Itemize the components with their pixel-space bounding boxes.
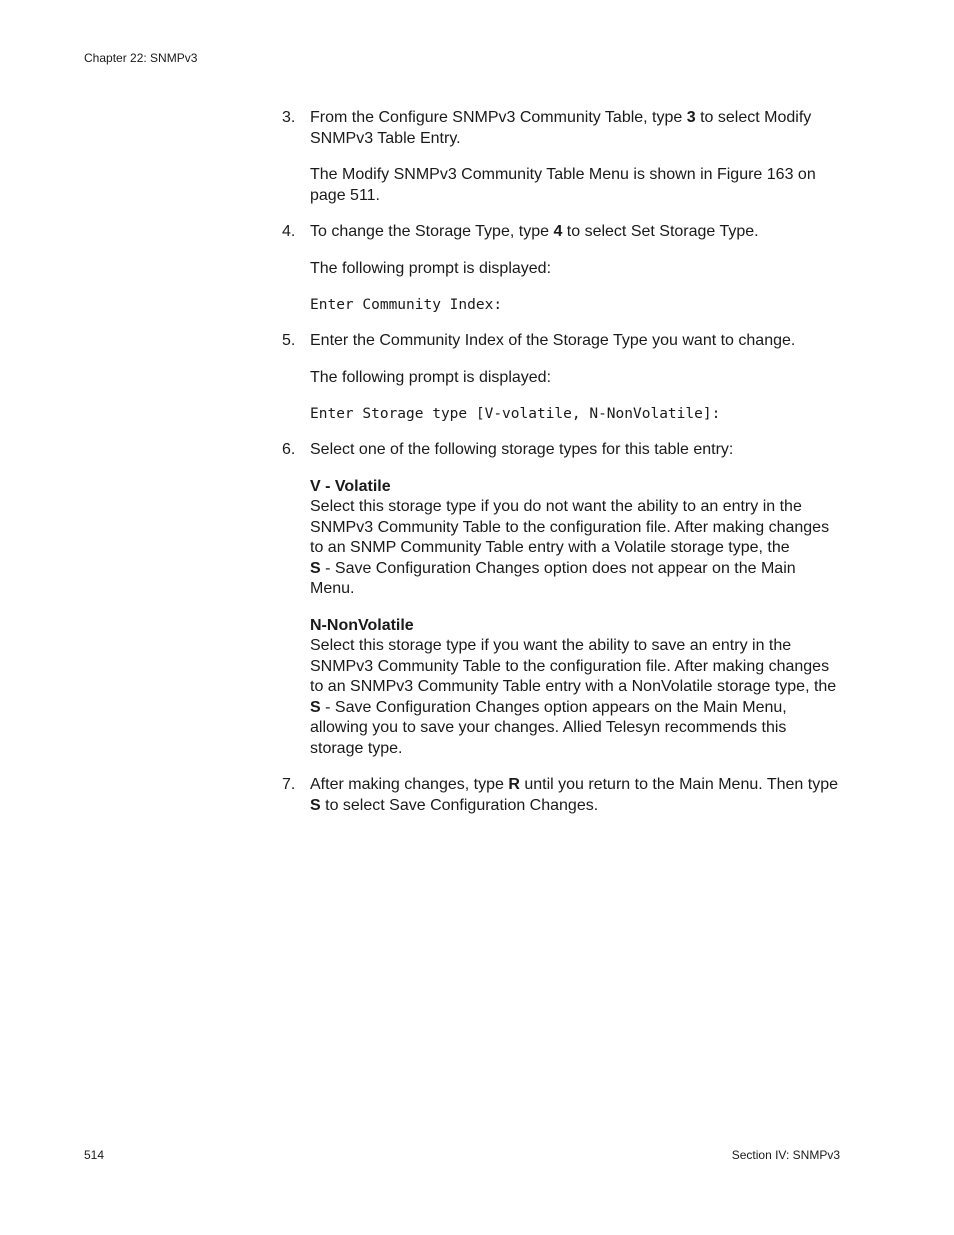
step-number: 3.: [282, 109, 296, 126]
volatile-definition: [310, 477, 842, 600]
step-number: 7.: [282, 776, 296, 793]
definition-desc: Select this storage type if you want the ability to save an entry in the SNMPv3 Community Table to the configuration file. After making changes to an SNMPv3 Community Table entry with a NonVolatile storage type, the S - Save Configuration Changes option appears on the Main Menu, allowing you to save your changes. Allied Telesyn recommends this storage type.: [310, 637, 837, 757]
page-body: [282, 108, 842, 816]
step-note: The following prompt is displayed:: [310, 259, 552, 277]
step-text: Select one of the following storage types for this table entry:: [310, 441, 734, 458]
prompt-code: Enter Community Index:: [310, 297, 503, 313]
step-note: The Modify SNMPv3 Community Table Menu is shown in Figure 163 on page 511.: [310, 166, 816, 204]
step-text: From the Configure SNMPv3 Community Table, type 3 to select Modify SNMPv3 Table Entry.: [310, 109, 812, 147]
step-4: [282, 222, 842, 315]
step-number: 4.: [282, 223, 296, 240]
step-text: To change the Storage Type, type 4 to select Set Storage Type.: [310, 223, 759, 240]
step-number: 6.: [282, 441, 296, 458]
step-3: [282, 108, 842, 206]
step-text: After making changes, type R until you return to the Main Menu. Then type S to select Save Configuration Changes.: [310, 776, 838, 814]
step-note: The following prompt is displayed:: [310, 368, 552, 386]
running-header: Chapter 22: SNMPv3: [84, 51, 198, 65]
running-footer-section: Section IV: SNMPv3: [731, 1148, 840, 1162]
step-number: 5.: [282, 332, 296, 349]
step-5: [282, 331, 842, 424]
definition-desc: Select this storage type if you do not want the ability to an entry in the SNMPv3 Community Table to the configuration file. After making changes to an SNMP Community Table entry with a Volatile storage type, the S - Save Configuration Changes option does not appear on the Main Menu.: [310, 498, 830, 597]
step-7: [282, 775, 842, 816]
page-number: 514: [84, 1148, 105, 1162]
definition-term: V - Volatile: [310, 477, 391, 495]
step-text: Enter the Community Index of the Storage Type you want to change.: [310, 332, 796, 349]
step-6: [282, 440, 842, 759]
prompt-code: Enter Storage type [V-volatile, N-NonVolatile]:: [310, 406, 721, 422]
definition-term: N-NonVolatile: [310, 616, 414, 634]
nonvolatile-definition: [310, 616, 842, 760]
